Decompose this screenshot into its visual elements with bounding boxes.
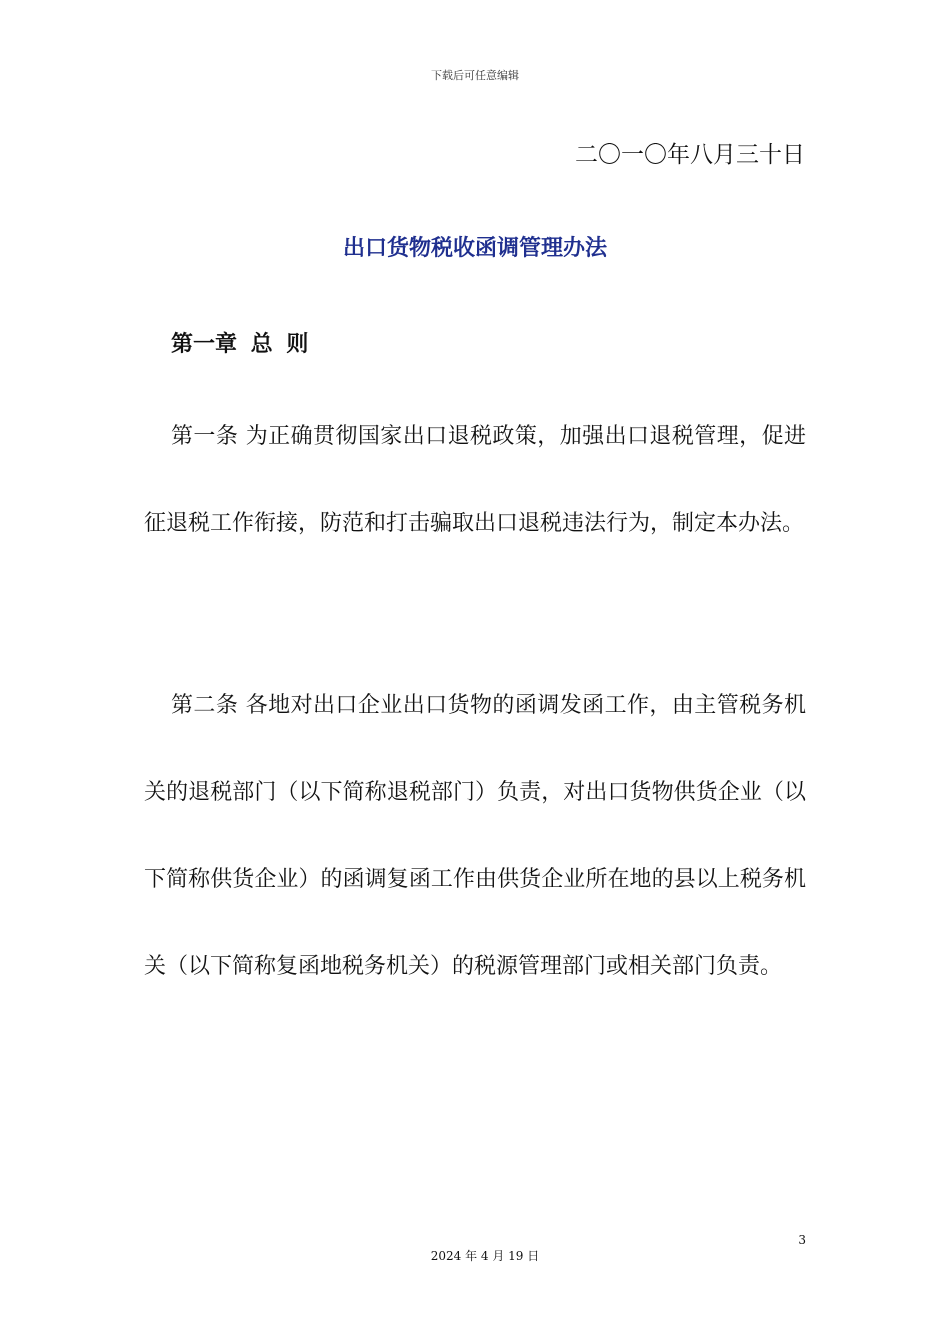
chapter-heading: 第一章 总 则: [171, 332, 309, 357]
page-number: 3: [798, 1233, 806, 1247]
header-note: 下载后可任意编辑: [431, 69, 519, 82]
article-paragraph-2: 第二条 各地对出口企业出口货物的函调发函工作，由主管税务机关的退税部门（以下简称退税部门）负责，对出口货物供货企业（以下简称供货企业）的函调复函工作由供货企业所在地的县以上税务机关（以下简称复函地税务机关）的税源管理部门或相关部门负责。: [144, 693, 806, 979]
article-paragraph-1: 第一条 为正确贯彻国家出口退税政策，加强出口退税管理，促进征退税工作衔接，防范和打击骗取出口退税违法行为，制定本办法。: [144, 424, 806, 536]
document-title: 出口货物税收函调管理办法: [342, 236, 607, 261]
footer-date: 2024 年 4 月 19 日: [430, 1249, 540, 1263]
document-date: 二〇一〇年八月三十日: [575, 142, 805, 168]
